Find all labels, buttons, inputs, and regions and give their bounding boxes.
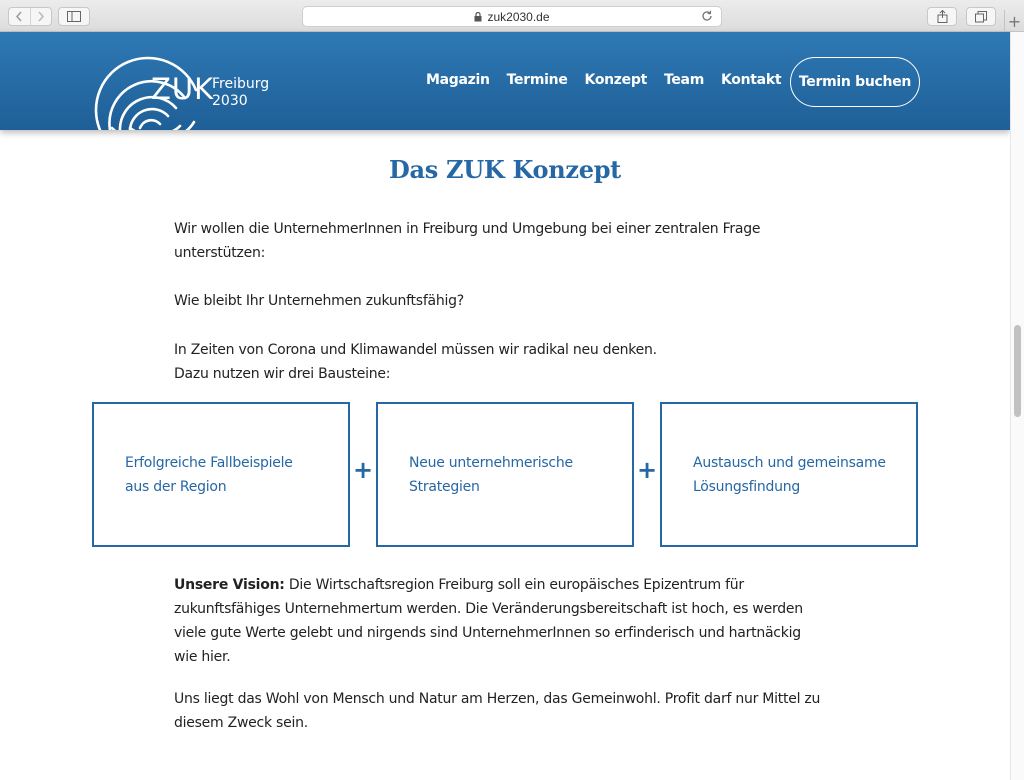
- intro-line: Wir wollen die UnternehmerInnen in Freiburg und Umgebung bei einer zentralen Frage: [174, 221, 761, 237]
- nav-link-konzept[interactable]: Konzept: [584, 72, 647, 88]
- vision-label: Unsere Vision:: [174, 577, 285, 593]
- sidebar-icon: [67, 11, 81, 22]
- address-bar[interactable]: [302, 6, 722, 27]
- common-good-paragraph: [174, 687, 834, 735]
- vision-text: Die Wirtschaftsregion Freiburg soll ein europäisches Epizentrum für: [284, 577, 744, 593]
- building-block-label: Neue unternehmerische Strategien: [409, 454, 573, 495]
- logo-subtitle: [212, 76, 269, 110]
- plus-icon: +: [1007, 11, 1022, 31]
- times-line: Dazu nutzen wir drei Bausteine:: [174, 366, 391, 382]
- back-button[interactable]: [9, 8, 30, 25]
- sidebar-toggle-button[interactable]: [58, 7, 90, 26]
- vision-line: viele gute Werte gelebt und nirgends sind UnternehmerInnen so erfinderisch und hartnäckig: [174, 625, 801, 641]
- tabs-icon: [975, 11, 987, 23]
- vision-line: wie hier.: [174, 649, 231, 665]
- nav-link-team[interactable]: Team: [663, 72, 704, 88]
- times-paragraph: [174, 338, 834, 386]
- chevron-left-icon: [15, 11, 23, 22]
- plus-separator: +: [636, 456, 658, 484]
- building-block-card: [376, 402, 634, 547]
- vision-line: [174, 573, 834, 597]
- logo-wordmark[interactable]: ZUK: [151, 72, 215, 106]
- vision-paragraph: [174, 573, 834, 669]
- tab-overview-button[interactable]: [966, 7, 996, 26]
- logo-city: Freiburg: [212, 76, 270, 92]
- history-buttons: [8, 7, 52, 26]
- building-block-card: [660, 402, 918, 547]
- site-header: [0, 32, 1010, 130]
- plus-separator: +: [352, 456, 374, 484]
- browser-toolbar: [0, 0, 1024, 32]
- new-tab-button[interactable]: [1004, 10, 1024, 32]
- building-block-card: [92, 402, 350, 547]
- share-button[interactable]: [927, 7, 957, 26]
- common-good-line: Uns liegt das Wohl von Mensch und Natur am Herzen, das Gemeinwohl. Profit darf nur Mittel zu: [174, 691, 821, 707]
- main-navigation: [426, 72, 798, 88]
- question-paragraph: Wie bleibt Ihr Unternehmen zukunftsfähig?: [174, 293, 464, 309]
- vision-line: zukunftsfähiges Unternehmertum werden. Die Veränderungsbereitschaft ist hoch, es werden: [174, 601, 803, 617]
- building-block-label: Austausch und gemeinsame Lösungsfindung: [693, 454, 886, 495]
- reload-icon[interactable]: [701, 10, 713, 22]
- nav-link-magazin[interactable]: Magazin: [426, 72, 490, 88]
- building-block-label: Erfolgreiche Fallbeispiele aus der Region: [125, 454, 293, 495]
- nav-link-termine[interactable]: Termine: [506, 72, 568, 88]
- times-line: In Zeiten von Corona und Klimawandel müssen wir radikal neu denken.: [174, 342, 657, 358]
- book-appointment-button[interactable]: Termin buchen: [790, 57, 920, 107]
- forward-button[interactable]: [30, 8, 52, 25]
- url-text: zuk2030.de: [487, 9, 550, 24]
- common-good-line: diesem Zweck sein.: [174, 715, 308, 731]
- intro-line: unterstützen:: [174, 245, 266, 261]
- scrollbar-thumb[interactable]: [1014, 325, 1021, 417]
- page-title: Das ZUK Konzept: [389, 155, 621, 184]
- intro-paragraph: [174, 217, 834, 265]
- logo-year: 2030: [212, 93, 248, 109]
- share-icon: [937, 10, 948, 23]
- nav-link-kontakt[interactable]: Kontakt: [721, 72, 782, 88]
- chevron-right-icon: [37, 11, 45, 22]
- lock-icon: [474, 12, 482, 22]
